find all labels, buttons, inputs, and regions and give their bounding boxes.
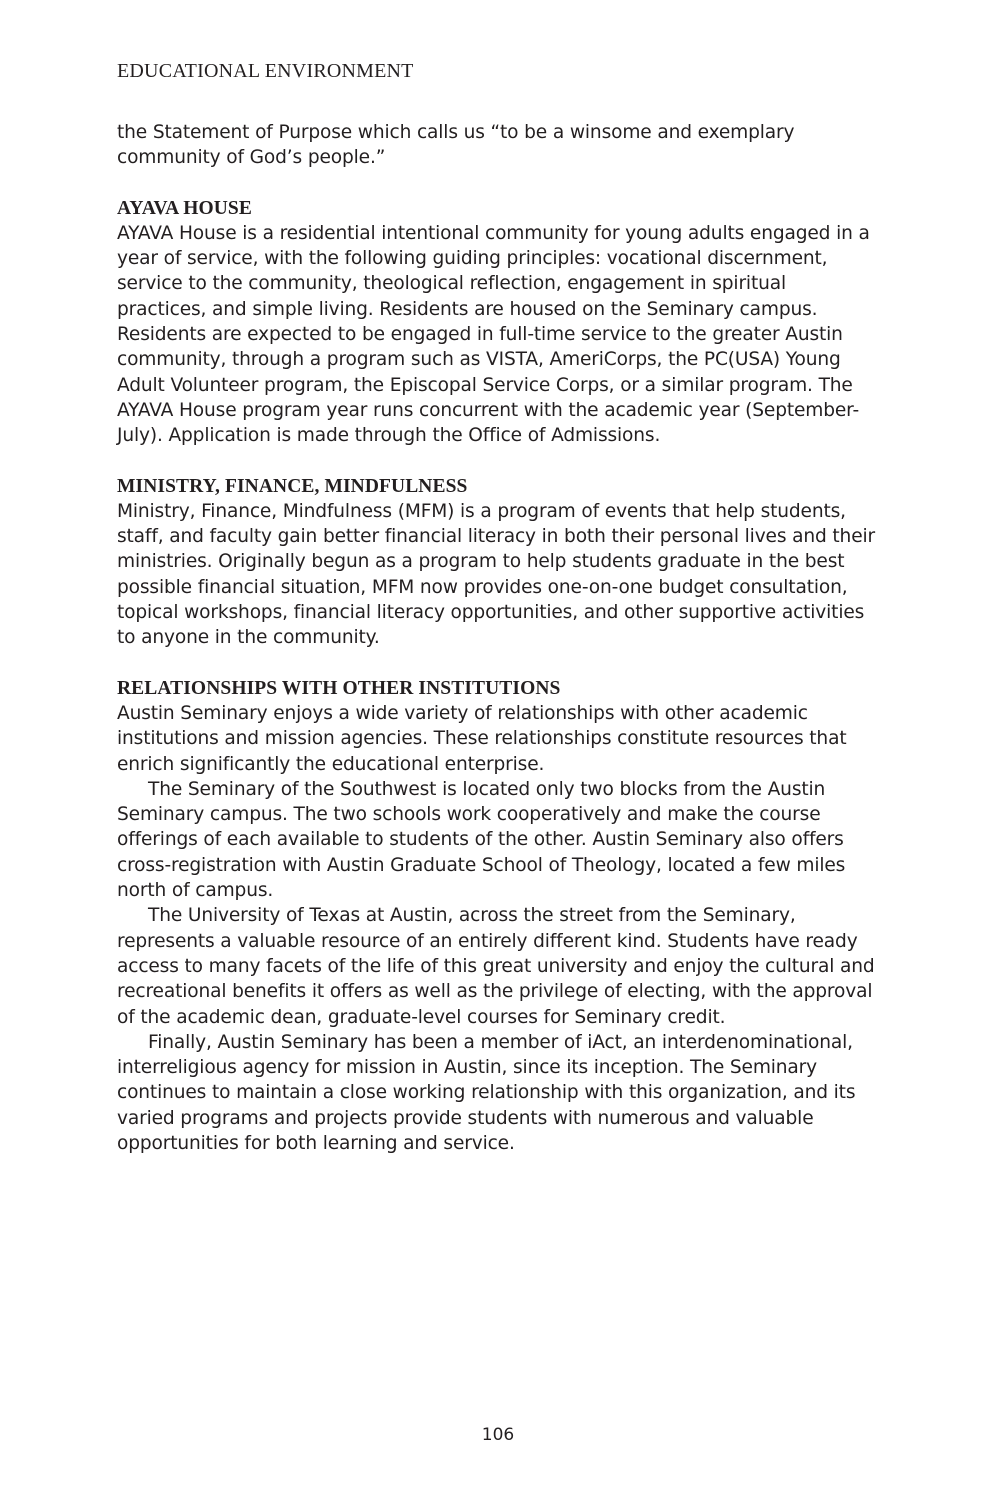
section-heading: AYAVA HOUSE — [117, 197, 252, 219]
body-text — [117, 120, 877, 1156]
paragraph: Ministry, Finance, Mindfulness (MFM) is a program of events that help students, staff, and faculty gain better financial literacy in both their personal lives and their ministries. Originally begun as a program to help students graduate in the best possible financial situation, MFM now provides one-on-one budget consultation, topical workshops, financial literacy opportunities, and other supportive activities to anyone in the community. — [117, 500, 875, 649]
paragraph: Austin Seminary enjoys a wide variety of relationships with other academic institutions and mission agencies. These relationships constitute resources that enrich significantly the educational enterprise. — [117, 702, 847, 775]
paragraph: AYAVA House is a residential intentional community for young adults engaged in a year of service, with the following guiding principles: vocational discernment, service to the community, theological reflection, engagement in spiritual practices, and simple living. Residents are housed on the Seminary campus. Residents are expected to be engaged in full-time service to the greater Austin community, through a program such as VISTA, AmeriCorps, the PC(USA) Young Adult Volunteer program, the Episcopal Service Corps, or a similar program. The AYAVA House program year runs concurrent with the academic year (September-July). Application is made through the Office of Admissions. — [117, 222, 870, 447]
section-heading: RELATIONSHIPS WITH OTHER INSTITUTIONS — [117, 677, 561, 699]
paragraph: The Seminary of the Southwest is located only two blocks from the Austin Seminary campus. The two schools work cooperatively and make the course offerings of each available to students of the other. Austin Seminary also offers cross-registration with Austin Graduate School of Theology, located a few miles north of campus. — [117, 778, 846, 902]
paragraph: Finally, Austin Seminary has been a member of iAct, an interdenominational, interreligious agency for mission in Austin, since its inception. The Seminary continues to maintain a close working relationship with this organization, and its varied programs and projects provide students with numerous and valuable opportunities for both learning and service. — [117, 1031, 856, 1154]
intro-paragraph: the Statement of Purpose which calls us “to be a winsome and exemplary community of God’s people.” — [117, 122, 795, 169]
section-ayava-house — [117, 196, 877, 449]
section-ministry-finance-mindfulness — [117, 474, 877, 651]
section-heading: MINISTRY, FINANCE, MINDFULNESS — [117, 475, 468, 497]
page-number: 106 — [481, 1425, 515, 1445]
running-head: EDUCATIONAL ENVIRONMENT — [117, 60, 414, 82]
paragraph: The University of Texas at Austin, across the street from the Seminary, represents a valuable resource of an entirely different kind. Students have ready access to many facets of the life of this great university and enjoy the cultural and recreational benefits it offers as well as the privilege of electing, with the approval of the academic dean, graduate-level courses for Seminary credit. — [117, 905, 875, 1028]
section-relationships — [117, 676, 877, 1157]
